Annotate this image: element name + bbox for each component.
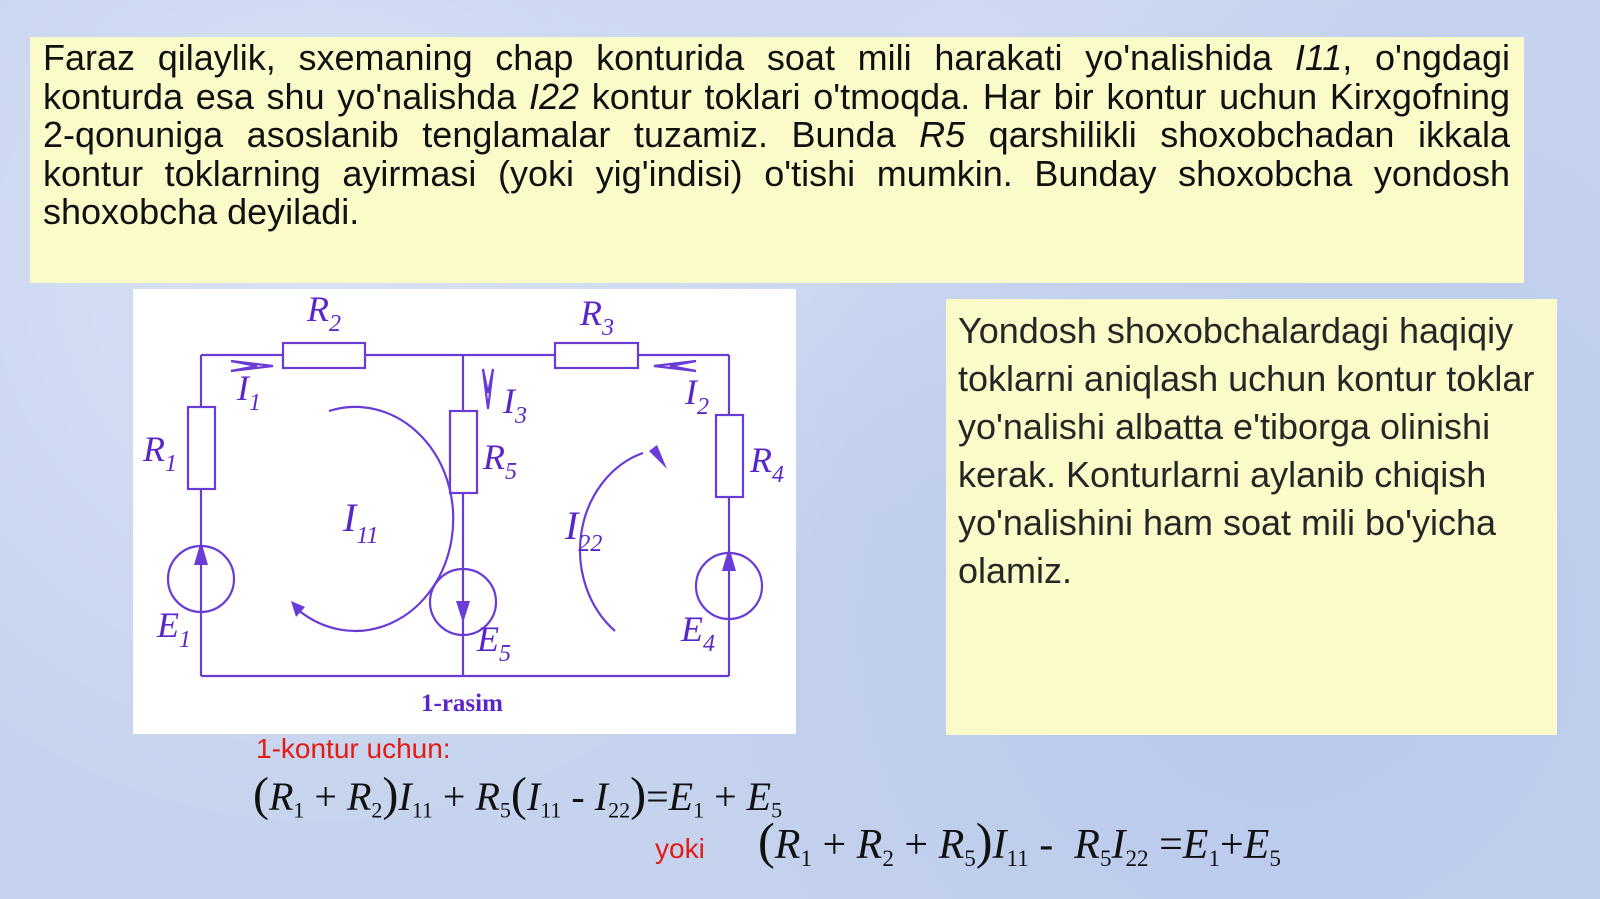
intro-text-part: qarshilikli shoxobchadan ikkala kontur toklarning ayirmasi (yoki yig'indisi) o'tishi mumkin. Bunday shoxobcha yondosh shoxobcha deyiladi. <box>43 114 1511 232</box>
intro-text-part: Faraz qilaylik, sxemaning chap konturida soat mili harakati yo'nalishida <box>43 37 1295 78</box>
label-i11: $I_{11}$ <box>343 495 379 549</box>
source-e5-arrowhead <box>456 601 470 623</box>
kontur-label: 1-kontur uchun: <box>256 733 451 764</box>
intro-i11: I11 <box>1294 37 1343 78</box>
current-i2-arrow-inner <box>670 361 696 371</box>
label-i22: $I_{22}$ <box>565 503 603 557</box>
label-e1: $E_1$ <box>157 605 191 653</box>
source-e4-arrowhead <box>722 547 736 571</box>
resistor-r3 <box>555 343 638 368</box>
note-panel <box>946 299 1557 735</box>
note-text: Yondosh shoxobchalardagi haqiqiy toklarni aniqlash uchun kontur toklar yo'nalishi albatta e'tiborga olinishi kerak. Konturlarni aylanib chiqish yo'nalishini ham soat mili bo'yicha olamiz. <box>958 310 1535 591</box>
resistor-r2 <box>283 343 365 368</box>
intro-i22: I22 <box>529 75 580 117</box>
resistor-r1 <box>188 407 215 489</box>
resistor-r5 <box>450 411 477 493</box>
label-r3: $R_3$ <box>580 293 614 341</box>
intro-paragraph <box>43 39 1510 232</box>
label-r1: $R_1$ <box>143 429 177 477</box>
resistor-r4 <box>716 415 743 497</box>
label-r5: $R_5$ <box>483 437 517 485</box>
label-i1: $I_1$ <box>237 368 261 416</box>
yoki-label: yoki <box>655 833 705 864</box>
label-r2: $R_2$ <box>307 289 341 337</box>
equation-2: $(R_1 + R_2 + R_5)I_{11} - R_5I_{22} =E_1+E_5$ <box>758 813 1281 872</box>
label-i3: $I_3$ <box>503 381 527 429</box>
intro-r5: R5 <box>919 114 966 155</box>
equation-1: $(R_1 + R_2)I_{11} + R_5(I_{11} - I_{22})=E_1 + E_5$ <box>253 768 783 823</box>
figure-caption: 1-rasim <box>421 690 503 717</box>
circuit-figure <box>133 289 796 734</box>
loop-i22-arrowhead <box>649 445 667 469</box>
circuit-diagram <box>133 289 796 734</box>
source-e1-arrowhead <box>194 541 208 565</box>
label-r4: $R_4$ <box>750 440 784 488</box>
intro-text-part: , o'ngdagi konturda esa shu yo'nalishda <box>43 37 1510 117</box>
label-e4: $E_4$ <box>681 609 715 657</box>
label-e5: $E_5$ <box>477 619 511 667</box>
intro-text-part: kontur toklari o'tmoqda. Har bir kontur uchun Kirxgofning 2-qonuniga asoslanib tenglamalar tuzamiz. Bunda <box>43 75 1510 155</box>
label-i2: $I_2$ <box>685 372 709 420</box>
intro-text-panel <box>30 37 1524 283</box>
